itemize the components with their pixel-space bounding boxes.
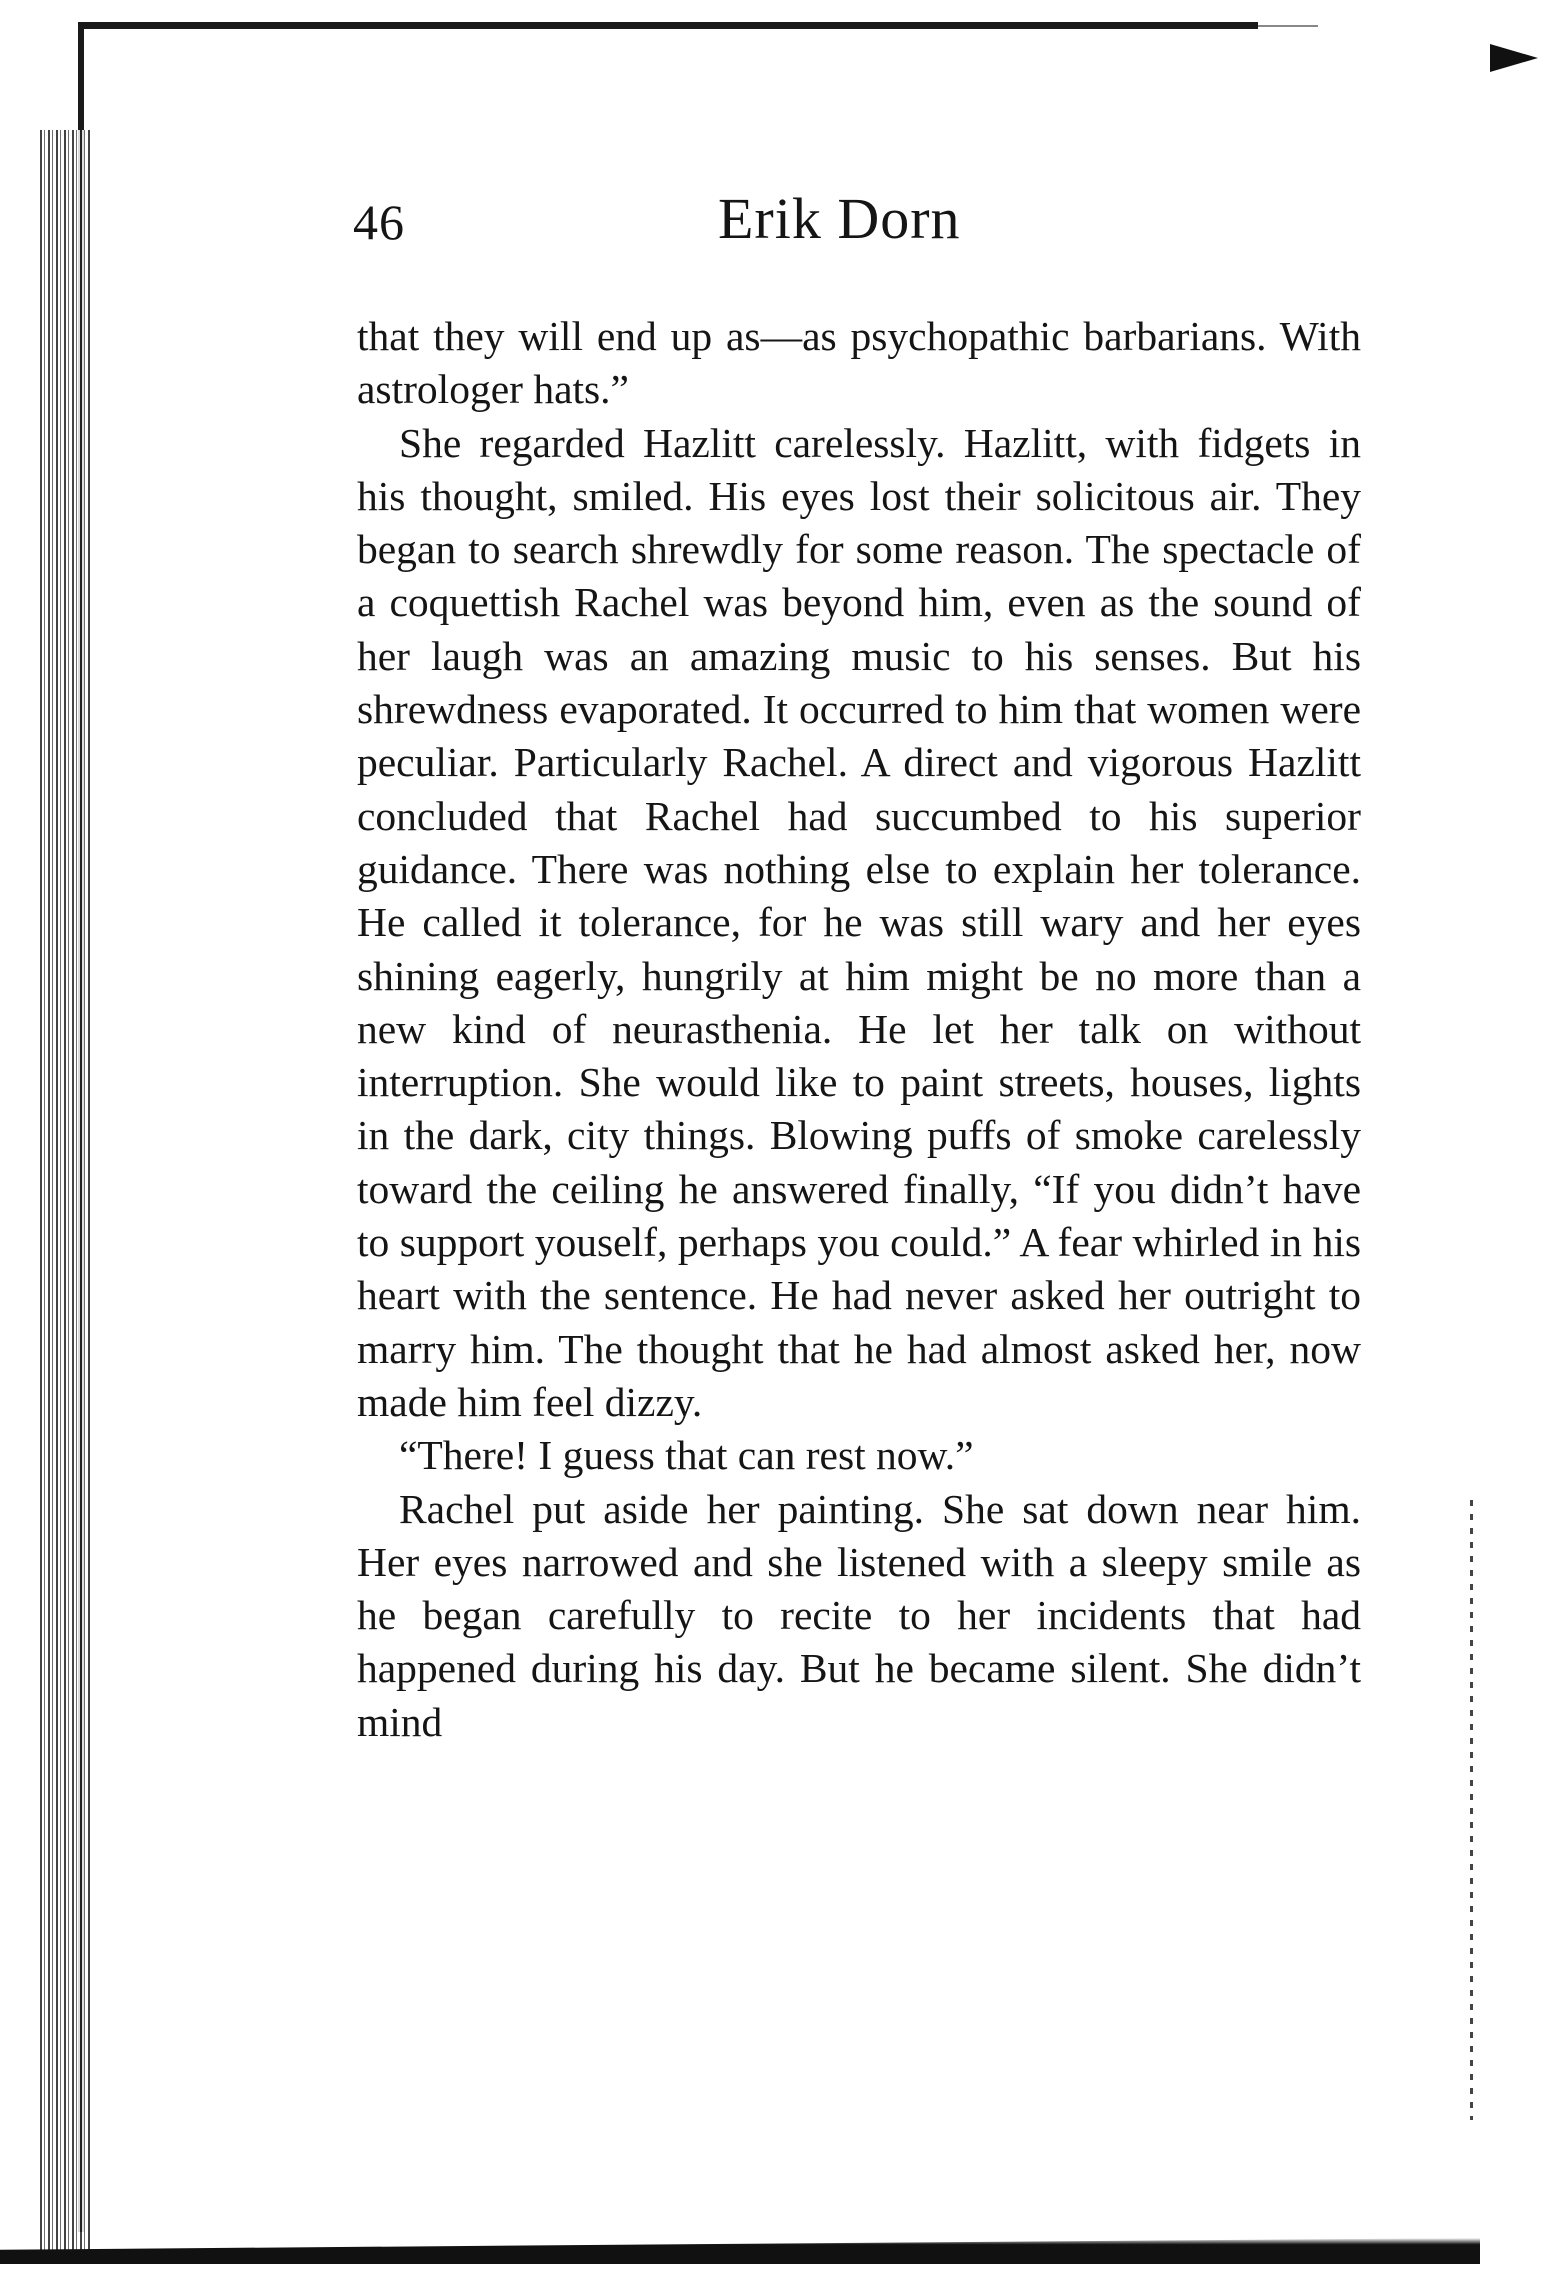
corner-arrow-icon bbox=[1490, 44, 1538, 72]
running-title: Erik Dorn bbox=[718, 186, 961, 251]
paragraph: Rachel put aside her painting. She sat down near him. Her eyes narrowed and she listened with a sleepy smile as he began carefully to recite to her incidents that had happened during his day. But he became silent. She didn’t mind bbox=[357, 1485, 1361, 1745]
page-header bbox=[353, 185, 1363, 255]
scan-bottom-edge bbox=[0, 2238, 1480, 2264]
paragraph: “There! I guess that can rest now.” bbox=[399, 1432, 974, 1479]
scan-top-edge-fade bbox=[1258, 25, 1318, 27]
scan-right-edge bbox=[1470, 1500, 1473, 2120]
paragraph: that they will end up as—as psychopathic barbarians. With astrologer hats.” bbox=[357, 313, 1361, 413]
page-number: 46 bbox=[353, 194, 405, 250]
book-binding-shadow bbox=[40, 130, 92, 2250]
paragraph: She regarded Hazlitt carelessly. Hazlitt, with fidgets in his thought, smiled. His eyes lost their solicitous air. They began to search shrewdly for some reason. The spectacle of a coquettish Rachel was beyond him, even as the sound of her laugh was an amazing music to his senses. But his shrewdness evaporated. It occurred to him that women were peculiar. Particularly Rachel. A direct and vigorous Hazlitt concluded that Rachel had succumbed to his superior guidance. There was nothing else to explain her tolerance. He called it tolerance, for he was still wary and her eyes shining eagerly, hungrily at him might be no more than a new kind of neurasthenia. He let her talk on without interruption. She would like to paint streets, houses, lights in the dark, city things. Blowing puffs of smoke carelessly toward the ceiling he answered finally, “If you didn’t have to support youself, perhaps you could.” A fear whirled in his heart with the sentence. He had never asked her outright to marry him. The thought that he had almost asked her, now made him feel dizzy. bbox=[357, 419, 1361, 1425]
body-text bbox=[357, 310, 1361, 1749]
scan-top-edge bbox=[78, 22, 1258, 29]
